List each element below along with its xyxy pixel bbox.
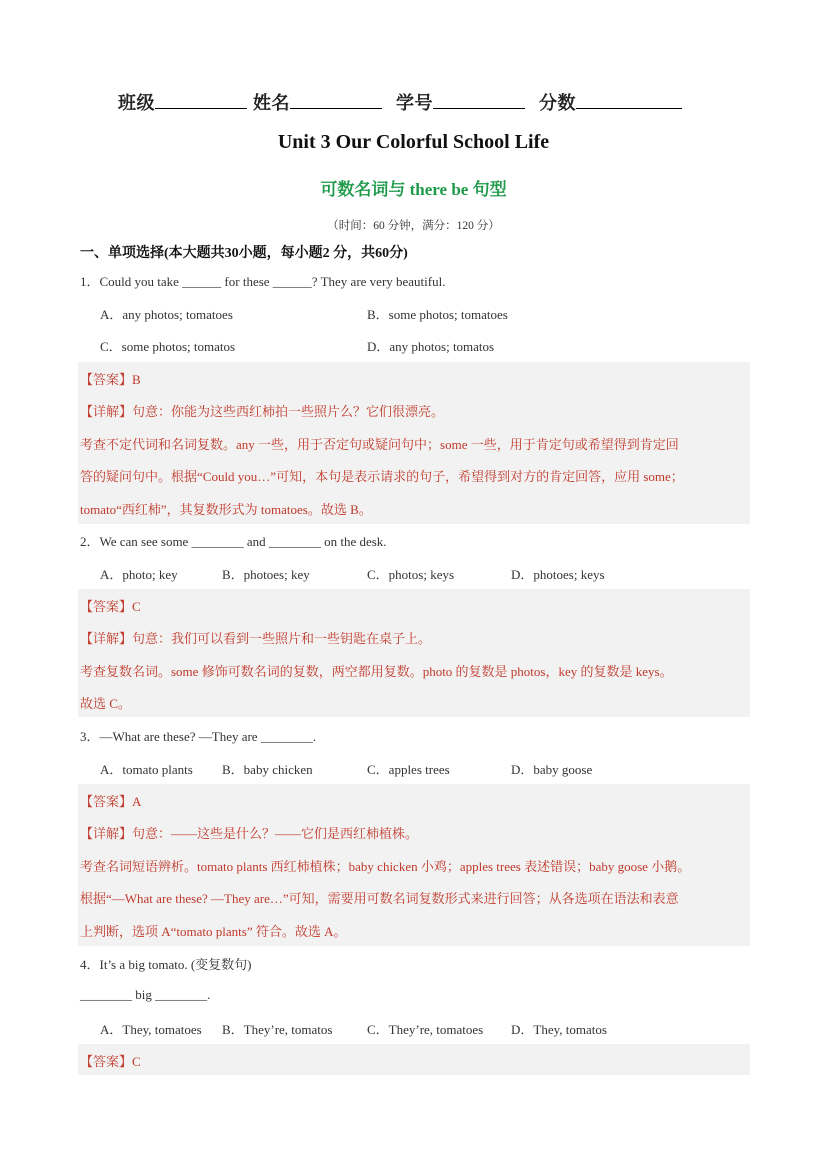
question-3-stem: 3．—What are these? —They are ________. [80,729,317,744]
class-label: 班级 [118,93,155,113]
question-4-answer [80,1051,141,1070]
answer-value: C [132,599,141,614]
question-4-option-a: A．They, tomatoes [100,1022,202,1037]
question-2-stem: 2．We can see some ________ and ________ on the desk. [80,534,387,549]
detail-text: 句意：——这些是什么？——它们是西红柿植株。 [132,826,419,841]
detail-label: 【详解】 [80,826,133,841]
question-1-explanation-3: tomato“西红柿”，其复数形式为 tomatoes。故选 B。 [80,502,372,517]
question-4-fill: ________ big ________. [80,987,211,1002]
student-info-line [118,89,688,115]
question-1-option-c: C．some photos; tomatos [100,339,236,354]
question-3-explanation-2: 根据“—What are these? —They are…”可知，需要用可数名词复数形式来进行回答；从各选项在语法和表意 [80,891,679,906]
question-3-option-d: D．baby goose [511,762,593,777]
question-2-option-c: C．photos; keys [367,567,455,582]
question-1-explanation-1: 考查不定代词和名词复数。any 一些，用于否定句或疑问句中；some 一些，用于肯定句或希望得到肯定回 [80,437,679,452]
question-1-answer [80,369,141,388]
detail-text: 句意：我们可以看到一些照片和一些钥匙在桌子上。 [132,631,432,646]
question-3-option-a: A．tomato plants [100,762,193,777]
page-subtitle: 可数名词与 there be 句型 [320,180,507,199]
score-label: 分数 [539,93,576,113]
name-label: 姓名 [253,93,290,113]
question-3-explanation-1: 考查名词短语辨析。tomato plants 西红柿植株；baby chicken 小鸡；apples trees 表述错误；baby goose 小鹅。 [80,859,691,874]
id-label: 学号 [396,93,433,113]
answer-value: A [132,794,142,809]
name-blank [290,92,382,109]
answer-value: C [132,1054,141,1069]
question-2-answer [80,596,141,615]
question-2-option-b: B．photoes; key [222,567,310,582]
question-2-option-a: A．photo; key [100,567,178,582]
detail-label: 【详解】 [80,631,133,646]
answer-box-4 [78,1044,750,1075]
class-blank [155,92,247,109]
question-2-explanation-2: 故选 C。 [80,696,131,711]
answer-value: B [132,372,141,387]
question-1-detail [80,401,444,420]
score-blank [576,92,682,109]
detail-text: 句意：你能为这些西红柿拍一些照片么？它们很漂亮。 [132,404,445,419]
question-3-option-b: B．baby chicken [222,762,313,777]
question-2-detail [80,628,431,647]
question-2-explanation-1: 考查复数名词。some 修饰可数名词的复数，两空都用复数。photo 的复数是 photos，key 的复数是 keys。 [80,664,673,679]
answer-label: 【答案】 [80,599,133,614]
question-3-explanation-3: 上判断，选项 A“tomato plants” 符合。故选 A。 [80,924,347,939]
question-1-option-d: D．any photos; tomatos [367,339,495,354]
question-3-detail [80,823,418,842]
question-1-stem: 1．Could you take ______ for these ______? They are very beautiful. [80,274,446,289]
question-3-answer [80,791,141,810]
question-4-stem: 4．It’s a big tomato. (变复数句) [80,957,252,972]
question-3-option-c: C．apples trees [367,762,450,777]
section-heading: 一、单项选择(本大题共30小题，每小题2 分，共60分) [80,246,408,261]
answer-label: 【答案】 [80,794,133,809]
question-4-option-c: C．They’re, tomatoes [367,1022,484,1037]
detail-label: 【详解】 [80,404,133,419]
question-1-explanation-2: 答的疑问句中。根据“Could you…”可知，本句是表示请求的句子，希望得到对方的肯定回答，应用 some； [80,469,684,484]
answer-label: 【答案】 [80,1054,133,1069]
question-2-option-d: D．photoes; keys [511,567,605,582]
question-4-option-b: B．They’re, tomatos [222,1022,333,1037]
question-1-option-a: A．any photos; tomatoes [100,307,233,322]
question-4-option-d: D．They, tomatos [511,1022,607,1037]
id-blank [433,92,525,109]
answer-box-2 [78,589,750,717]
question-1-option-b: B．some photos; tomatoes [367,307,508,322]
page-title: Unit 3 Our Colorful School Life [277,131,550,153]
exam-meta: （时间：60 分钟，满分：120 分） [327,220,500,232]
answer-label: 【答案】 [80,372,133,387]
